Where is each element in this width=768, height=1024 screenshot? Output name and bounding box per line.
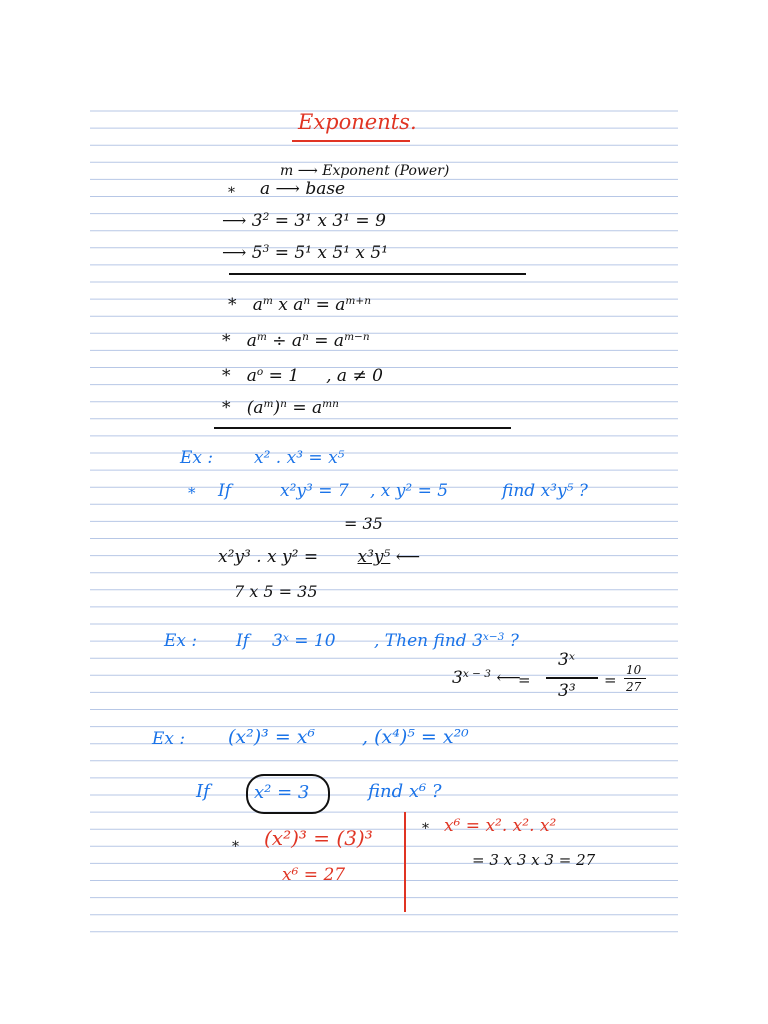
law-quotient bbox=[222, 333, 370, 350]
law-base: a bbox=[246, 331, 257, 351]
example-3-left-star: * bbox=[232, 839, 239, 855]
law-exp-n: n bbox=[302, 331, 309, 344]
arrow-icon: ⟶ bbox=[222, 243, 247, 263]
example-2-label: Ex : bbox=[164, 631, 198, 651]
example-1-work-1 bbox=[218, 549, 420, 566]
base-5: 5 bbox=[251, 243, 263, 263]
lhs-base: 3 bbox=[452, 668, 463, 688]
star: * bbox=[228, 295, 237, 315]
law-power bbox=[222, 400, 339, 417]
law-equals: = a bbox=[292, 398, 323, 418]
example-2-if: If bbox=[236, 631, 250, 651]
law-zero bbox=[222, 368, 383, 385]
page-title: Exponents. bbox=[298, 110, 417, 134]
example-3-part-2: , (x⁴)⁵ = x²⁰ bbox=[362, 726, 469, 748]
example-1-star: * bbox=[188, 484, 196, 502]
then-find-text: , Then find 3 bbox=[374, 631, 483, 651]
law-exp-m: m bbox=[262, 295, 273, 308]
law-base: a bbox=[246, 366, 257, 386]
example-2-lhs bbox=[452, 670, 521, 687]
example-3-right-star: * bbox=[422, 821, 429, 837]
example-1-given-2: , x y² = 5 bbox=[370, 481, 449, 501]
example-2-fraction-bar bbox=[546, 677, 598, 679]
star: * bbox=[222, 366, 231, 386]
example-1-line: x² . x³ = x⁵ bbox=[254, 448, 345, 468]
example-2-equals-2: = bbox=[604, 671, 617, 689]
exponent-2: 2 bbox=[262, 211, 270, 224]
law-operator: ÷ a bbox=[272, 331, 303, 351]
example-1-label: Ex : bbox=[180, 448, 214, 468]
exponent-3: 3 bbox=[262, 243, 270, 256]
law-base: (a bbox=[246, 398, 264, 418]
star: * bbox=[222, 398, 231, 418]
example-2-numerator: 3ˣ bbox=[558, 650, 575, 670]
law-exp-m: m bbox=[256, 331, 267, 344]
base-definition: a ⟶ base bbox=[260, 179, 346, 199]
example-3-part-1: (x²)³ = x⁶ bbox=[228, 726, 316, 748]
section-divider-2 bbox=[214, 427, 511, 429]
law-exp-m: m bbox=[263, 398, 274, 411]
example-3-given: x² = 3 bbox=[254, 782, 310, 803]
example-3-if: If bbox=[196, 781, 210, 802]
example-5-cubed bbox=[222, 245, 388, 262]
example-1-if: If bbox=[218, 481, 232, 501]
example-3-left-line-2: x⁶ = 27 bbox=[282, 865, 346, 885]
arrow-icon: ⟶ bbox=[222, 211, 247, 231]
base-star: * bbox=[228, 185, 235, 201]
example-3-right-line-1: x⁶ = x². x². x² bbox=[444, 816, 557, 836]
example-3-vertical-divider bbox=[404, 812, 406, 912]
work-rhs: x³y⁵ bbox=[357, 547, 391, 567]
star: * bbox=[222, 331, 231, 351]
example-1-given-1: x²y³ = 7 bbox=[280, 481, 349, 501]
law-equals: = a bbox=[314, 331, 345, 351]
law-result: m−n bbox=[344, 331, 370, 344]
law-result: mn bbox=[322, 398, 339, 411]
arrow-left-icon: ⟵ bbox=[496, 668, 521, 688]
base-3: 3 bbox=[251, 211, 263, 231]
law-condition: , a ≠ 0 bbox=[326, 366, 383, 386]
arrow-left-icon: ⟵ bbox=[395, 547, 421, 567]
exponent-definition: m ⟶ Exponent (Power) bbox=[280, 163, 450, 179]
example-3-left-line-1: (x²)³ = (3)³ bbox=[264, 826, 373, 850]
expansion-3: = 3¹ x 3¹ = 9 bbox=[274, 211, 386, 231]
example-3-right-line-2: = 3 x 3 x 3 = 27 bbox=[472, 851, 596, 869]
work-lhs: x²y³ . x y² = bbox=[218, 547, 319, 567]
law-operator: x a bbox=[278, 295, 304, 315]
example-2-then-find bbox=[374, 633, 519, 650]
example-2-fraction-numerator: 10 bbox=[626, 663, 642, 677]
example-2-equals: = bbox=[518, 671, 531, 689]
law-paren: ) bbox=[273, 398, 281, 418]
law-result: m+n bbox=[345, 295, 371, 308]
target-exponent: x−3 bbox=[482, 631, 505, 644]
example-1-find: find x³y⁵ ? bbox=[502, 481, 588, 501]
example-1-work-2: 7 x 5 = 35 bbox=[234, 582, 318, 601]
example-3-squared bbox=[222, 213, 386, 230]
law-base: a bbox=[252, 295, 263, 315]
example-2-denominator: 3³ bbox=[558, 681, 576, 701]
section-divider-1 bbox=[229, 273, 526, 275]
example-2-fraction-denominator: 27 bbox=[626, 680, 642, 694]
example-3-find: find x⁶ ? bbox=[368, 781, 442, 802]
example-2-given: 3ˣ = 10 bbox=[272, 631, 336, 651]
example-2-fraction-bar-2 bbox=[624, 678, 646, 679]
title-underline bbox=[292, 140, 410, 142]
law-exp-n: n bbox=[303, 295, 311, 308]
example-3-label: Ex : bbox=[152, 729, 186, 749]
question-mark: ? bbox=[509, 631, 519, 651]
example-1-answer: = 35 bbox=[344, 514, 383, 533]
law-equals: = a bbox=[315, 295, 346, 315]
lhs-exponent: x − 3 bbox=[462, 668, 491, 681]
law-operator: = 1 bbox=[268, 366, 300, 386]
law-exp-m: o bbox=[256, 366, 264, 379]
law-exp-n: n bbox=[280, 398, 287, 411]
law-product bbox=[228, 297, 371, 314]
expansion-5: = 5¹ x 5¹ x 5¹ bbox=[274, 243, 389, 263]
